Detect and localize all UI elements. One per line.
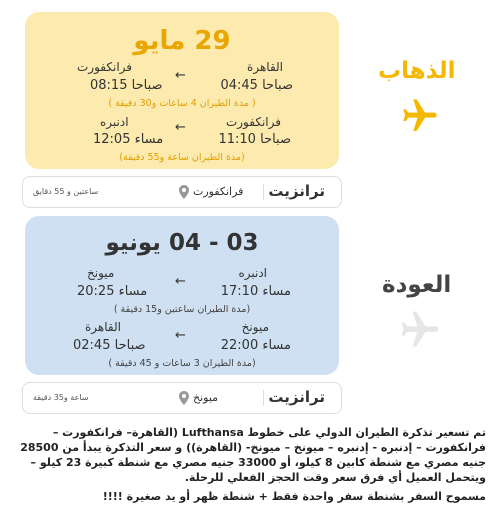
return-leg2-from-time: 22:00 مساء [220, 338, 291, 353]
price-description: تم تسعير تذكرة الطيران الدولي على خطوط Lufthansa (القاهرة– فرانكفورت – فرانكفورت – إدنبره - إدنبره – ميونخ – ميونخ- (القاهرة)) و سعر التذكرة يبدأ من 28500 جنيه مصري مع شنطة كابين 8 كيلو، أو 33000 جنيه مصري مع شنطة كبيرة 23 كيلو – ويتحمل العميل أي فرق سعر وقت الحجز الفعلي للرحلة. [20, 426, 486, 484]
return-transit-duration: ساعة و35 دقيقة [33, 393, 89, 402]
transit-divider [263, 184, 264, 200]
return-date: 03 - 04 يونيو [105, 230, 259, 256]
outbound-transit-title: ترانزيت [268, 182, 325, 200]
return-transit-city: ميونخ [193, 391, 219, 404]
return-leg2-arrow: ← [175, 328, 186, 343]
outbound-transit-box [22, 176, 342, 208]
return-leg2-to-time: 02:45 صباحا [73, 338, 146, 353]
outbound-leg1-from-time: 04:45 صباحا [220, 78, 293, 93]
outbound-leg1-to-time: 08:15 صباحا [90, 78, 163, 93]
return-leg1-to-city: ميونخ [87, 266, 115, 280]
outbound-leg1-to-city: فرانكفورت [77, 60, 133, 74]
outbound-leg2-from-city: فرانكفورت [225, 115, 281, 129]
location-pin-icon [179, 390, 189, 409]
return-leg1-to-time: 20:25 مساء [77, 284, 148, 299]
return-transit-box [22, 382, 342, 414]
outbound-leg2-to-city: ادنبره [100, 115, 129, 129]
return-leg1-from-city: ادنبره [238, 266, 267, 280]
outbound-leg2-from-time: 11:10 صباحا [218, 132, 291, 147]
return-leg2-from-city: ميونخ [241, 320, 269, 334]
outbound-transit-city: فرانكفورت [193, 185, 244, 198]
return-leg1-from-time: 17:10 مساء [220, 284, 291, 299]
return-leg2-to-city: القاهرة [85, 320, 121, 334]
outbound-leg2-duration: (مدة الطيران ساعة و55 دقيقة) [119, 152, 245, 163]
return-label: العودة [382, 272, 452, 298]
transit-divider [263, 390, 264, 406]
location-pin-icon [179, 184, 189, 203]
outbound-label: الذهاب [378, 58, 456, 84]
return-leg1-arrow: ← [175, 274, 186, 289]
outbound-date: 29 مايو [133, 26, 231, 56]
return-card [25, 216, 339, 375]
outbound-card [25, 12, 339, 169]
return-transit-title: ترانزيت [268, 388, 325, 406]
outbound-leg1-from-city: القاهرة [247, 60, 283, 74]
plane-icon [398, 308, 442, 356]
outbound-leg2-arrow: ← [175, 120, 186, 135]
outbound-leg1-duration: ( مدة الطيران 4 ساعات و30 دقيقة ) [108, 98, 256, 109]
outbound-leg1-arrow: ← [175, 68, 186, 83]
return-leg1-duration: ( مدة الطيران ساعتين و15 دقيقة) [113, 304, 251, 315]
return-leg2-duration: ( مدة الطيران 3 ساعات و 45 دقيقة) [108, 358, 256, 369]
outbound-transit-duration: ساعتين و 55 دقايق [33, 187, 99, 196]
plane-icon [398, 96, 442, 140]
outbound-leg2-to-time: 12:05 مساء [93, 132, 164, 147]
baggage-note: مسموح السفر بشنطة سفر واحدة فقط + شنطة ظهر أو يد صغيرة !!!! [102, 490, 486, 503]
